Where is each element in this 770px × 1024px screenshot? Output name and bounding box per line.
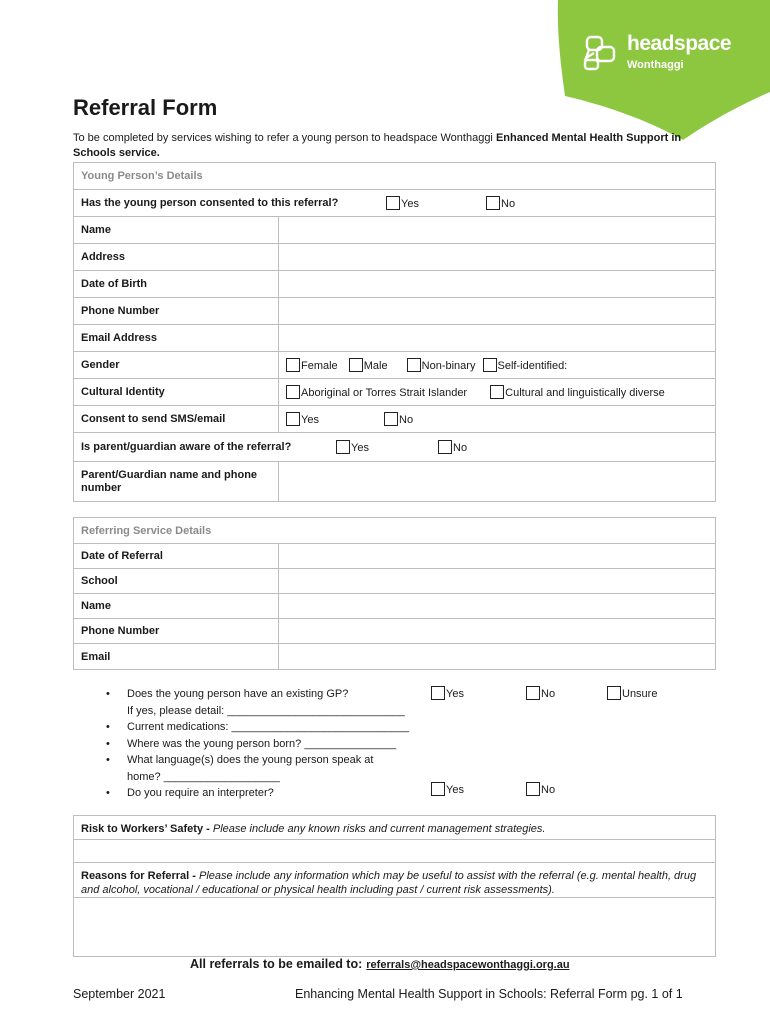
referrer-name-field[interactable] [279, 594, 716, 619]
section-referring: Referring Service Details [74, 518, 716, 544]
risk-header: Risk to Workers’ Safety - Please include any known risks and current management strategies. [73, 815, 716, 840]
cultural-options [279, 379, 716, 406]
gp-no-option[interactable]: No [526, 686, 555, 700]
gender-nonbinary-option[interactable]: Non-binary [407, 358, 476, 372]
parent-name-field[interactable] [279, 462, 716, 502]
gender-male-option[interactable]: Male [349, 358, 388, 372]
checkbox[interactable] [286, 358, 300, 372]
gender-female-option[interactable]: Female [286, 358, 338, 372]
name-label: Name [74, 217, 279, 244]
cultural-label: Cultural Identity [74, 379, 279, 406]
checkbox[interactable] [526, 782, 540, 796]
checkbox[interactable] [490, 385, 504, 399]
checkbox[interactable] [607, 686, 621, 700]
page-title: Referral Form [73, 95, 218, 120]
checkbox[interactable] [486, 196, 500, 210]
phone-field[interactable] [279, 298, 716, 325]
phone-label: Phone Number [74, 298, 279, 325]
email-instruction: All referrals to be emailed to: referrals@headspacewonthaggi.org.au [190, 957, 570, 971]
referrer-phone-label: Phone Number [74, 619, 279, 644]
referrer-email-label: Email [74, 644, 279, 670]
parent-no-option[interactable]: No [438, 440, 467, 454]
young-person-table [73, 162, 716, 502]
footer-date: September 2021 [73, 987, 166, 1001]
checkbox[interactable] [438, 440, 452, 454]
checkbox[interactable] [286, 385, 300, 399]
name-field[interactable] [279, 217, 716, 244]
sms-label: Consent to send SMS/email [74, 406, 279, 433]
checkbox[interactable] [483, 358, 497, 372]
dob-label: Date of Birth [74, 271, 279, 298]
list-item: • Current medications: _____________________________ [106, 719, 409, 736]
list-item: • Does the young person have an existing GP? [106, 686, 409, 703]
address-field[interactable] [279, 244, 716, 271]
list-item: If yes, please detail: _____________________________ [127, 704, 405, 717]
list-item: • Do you require an interpreter? [106, 785, 409, 802]
reasons-header: Reasons for Referral - Please include any information which may be useful to assist with the referral (e.g. mental health, drug and alcohol, vocational / educational or physical health including past / current risk assessments). [73, 862, 716, 898]
consent-row [74, 190, 716, 217]
dob-field[interactable] [279, 271, 716, 298]
brand-name: headspace [627, 32, 732, 55]
gender-options [279, 352, 716, 379]
sms-no-option[interactable]: No [384, 412, 413, 426]
cultural-cald-option[interactable]: Cultural and linguistically diverse [490, 385, 665, 399]
school-label: School [74, 569, 279, 594]
list-item: • Where was the young person born? _______________ [106, 736, 409, 753]
list-item: • What language(s) does the young person speak at [106, 752, 409, 769]
address-label: Address [74, 244, 279, 271]
consent-no-option[interactable]: No [486, 196, 515, 210]
checkbox[interactable] [407, 358, 421, 372]
parent-name-label: Parent/Guardian name and phone number [74, 462, 279, 502]
gender-label: Gender [74, 352, 279, 379]
section-young-person: Young Person’s Details [74, 163, 716, 190]
footer-title: Enhancing Mental Health Support in Schools: Referral Form pg. 1 of 1 [295, 987, 683, 1001]
list-item: home? ___________________ [127, 770, 280, 783]
referral-date-label: Date of Referral [74, 544, 279, 569]
gp-unsure-option[interactable]: Unsure [607, 686, 657, 700]
interpreter-no-option[interactable]: No [526, 782, 555, 796]
email-field[interactable] [279, 325, 716, 352]
risk-field[interactable] [73, 839, 716, 863]
checkbox[interactable] [349, 358, 363, 372]
checkbox[interactable] [431, 686, 445, 700]
referrer-name-label: Name [74, 594, 279, 619]
checkbox[interactable] [386, 196, 400, 210]
parent-aware-label: Is parent/guardian aware of the referral? [81, 441, 292, 453]
referral-date-field[interactable] [279, 544, 716, 569]
reasons-field[interactable] [73, 897, 716, 957]
interpreter-yes-option[interactable]: Yes [431, 782, 464, 796]
checkbox[interactable] [336, 440, 350, 454]
consent-yes-option[interactable]: Yes [386, 196, 419, 210]
sms-options [279, 406, 716, 433]
headspace-icon [583, 34, 623, 72]
question-list [106, 686, 409, 802]
parent-yes-option[interactable]: Yes [336, 440, 369, 454]
cultural-atsi-option[interactable]: Aboriginal or Torres Strait Islander [286, 385, 467, 399]
parent-aware-row [74, 433, 716, 462]
checkbox[interactable] [384, 412, 398, 426]
referrer-phone-field[interactable] [279, 619, 716, 644]
referring-table [73, 517, 716, 670]
checkbox[interactable] [431, 782, 445, 796]
email-label: Email Address [74, 325, 279, 352]
referral-email-link[interactable]: referrals@headspacewonthaggi.org.au [366, 959, 570, 971]
referrer-email-field[interactable] [279, 644, 716, 670]
brand-location: Wonthaggi [627, 59, 684, 71]
intro-text: To be completed by services wishing to refer a young person to headspace Wonthaggi Enhanced Mental Health Support in Schools service. [73, 132, 682, 159]
checkbox[interactable] [526, 686, 540, 700]
consent-question: Has the young person consented to this referral? [81, 197, 339, 209]
gender-self-option[interactable]: Self-identified: [483, 358, 568, 372]
checkbox[interactable] [286, 412, 300, 426]
school-field[interactable] [279, 569, 716, 594]
sms-yes-option[interactable]: Yes [286, 412, 319, 426]
gp-yes-option[interactable]: Yes [431, 686, 464, 700]
